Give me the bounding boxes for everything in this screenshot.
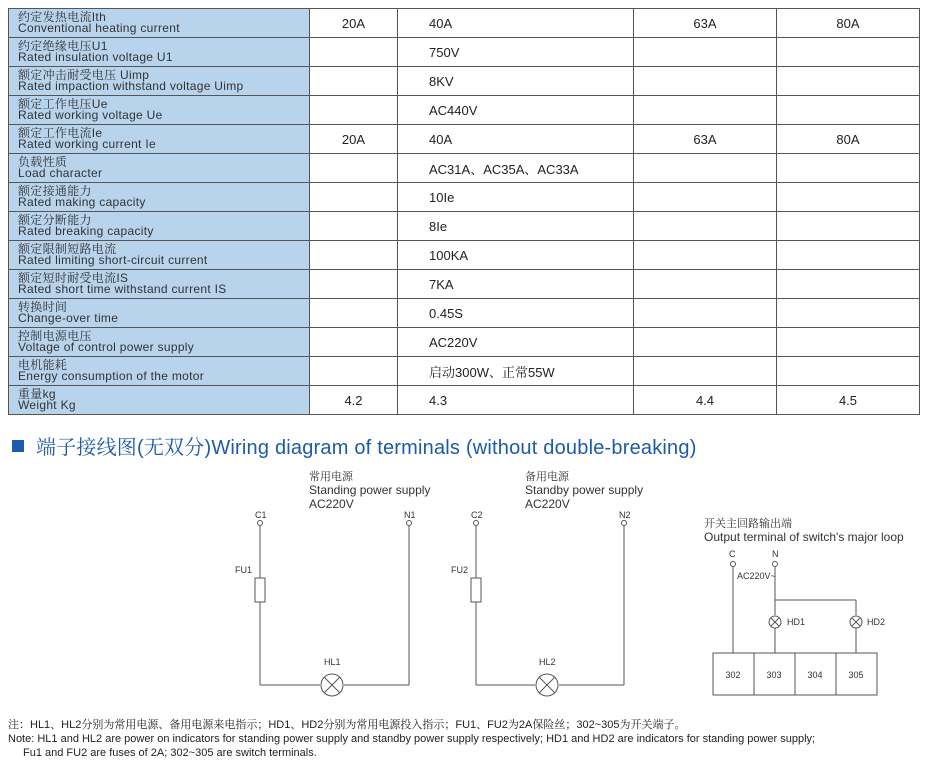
table-cell: 40A	[398, 125, 634, 154]
row-label-en: Load character	[18, 166, 103, 180]
row-label-en: Conventional heating current	[18, 21, 180, 35]
table-cell: 8Ie	[398, 212, 634, 241]
table-row	[9, 270, 920, 299]
table-cell: 20A	[310, 125, 398, 154]
table-cell	[310, 67, 398, 96]
note-en-line2: Fu1 and FU2 are fuses of 2A; 302~305 are switch terminals.	[23, 747, 317, 759]
wiring-diagram-heading	[12, 431, 697, 460]
row-label-zh: 约定发热电流Ith	[18, 10, 107, 24]
table-cell: 40A	[398, 9, 634, 38]
table-row	[9, 357, 920, 386]
row-label-en: Weight Kg	[18, 398, 76, 412]
table-cell: 10Ie	[398, 183, 634, 212]
table-row	[9, 67, 920, 96]
table-cell	[777, 96, 920, 125]
row-label	[9, 386, 310, 415]
row-label-zh: 额定分断能力	[18, 213, 92, 227]
hl2-label: HL2	[539, 657, 556, 667]
n1-terminal	[407, 521, 412, 526]
table-cell	[310, 183, 398, 212]
table-cell: 63A	[634, 125, 777, 154]
row-label	[9, 328, 310, 357]
row-label	[9, 67, 310, 96]
standby-supply-voltage: AC220V	[525, 497, 570, 511]
table-row	[9, 125, 920, 154]
hd1-label: HD1	[787, 617, 806, 627]
heading-text: 端子接线图(无双分)Wiring diagram of terminals (without double-breaking)	[36, 437, 697, 459]
n2-terminal	[622, 521, 627, 526]
row-label-zh: 额定冲击耐受电压 Uimp	[18, 68, 150, 82]
table-cell	[310, 299, 398, 328]
notes	[8, 718, 815, 760]
row-label	[9, 241, 310, 270]
table-cell	[777, 357, 920, 386]
row-label-zh: 负载性质	[18, 155, 68, 169]
row-label-en: Rated insulation voltage U1	[18, 50, 173, 64]
table-cell	[634, 212, 777, 241]
table-cell	[777, 270, 920, 299]
table-cell: 8KV	[398, 67, 634, 96]
row-label	[9, 183, 310, 212]
row-label-zh: 额定工作电流Ie	[18, 126, 103, 140]
hl1-label: HL1	[324, 657, 341, 667]
table-cell	[777, 154, 920, 183]
row-label-en: Rated working current Ie	[18, 137, 156, 151]
table-cell	[310, 212, 398, 241]
row-label	[9, 154, 310, 183]
row-label-zh: 额定接通能力	[18, 184, 92, 198]
row-label-zh: 控制电源电压	[18, 329, 92, 343]
c2-label: C2	[471, 510, 483, 520]
table-cell	[634, 328, 777, 357]
output-voltage-label: AC220V~	[737, 571, 776, 581]
n-terminal	[773, 562, 778, 567]
terminal-302: 302	[725, 670, 741, 680]
row-label-zh: 约定绝缘电压U1	[18, 39, 108, 53]
row-label-en: Rated working voltage Ue	[18, 108, 163, 122]
table-cell	[634, 241, 777, 270]
row-label	[9, 212, 310, 241]
note-en-line1: Note: HL1 and HL2 are power on indicators for standing power supply and standby power supply respectively; HD1 and HD2 are indicators for standing power supply;	[8, 733, 816, 745]
c2-terminal	[474, 521, 479, 526]
standby-supply-zh: 备用电源	[525, 471, 569, 483]
table-cell: AC440V	[398, 96, 634, 125]
table-cell	[634, 357, 777, 386]
n2-label: N2	[619, 510, 631, 520]
table-cell: 4.4	[634, 386, 777, 415]
table-cell	[777, 212, 920, 241]
table-row	[9, 154, 920, 183]
table-cell	[634, 96, 777, 125]
row-label	[9, 299, 310, 328]
table-cell: 4.5	[777, 386, 920, 415]
terminal-305: 305	[848, 670, 864, 680]
table-cell	[310, 357, 398, 386]
row-label-en: Voltage of control power supply	[18, 340, 195, 354]
table-cell	[310, 96, 398, 125]
output-terminal-zh: 开关主回路输出端	[704, 518, 792, 530]
table-cell	[777, 328, 920, 357]
n1-label: N1	[404, 510, 416, 520]
table-row	[9, 9, 920, 38]
table-cell	[777, 241, 920, 270]
row-label-en: Change-over time	[18, 311, 119, 325]
row-label-en: Rated short time withstand current IS	[18, 282, 227, 296]
table-cell: AC220V	[398, 328, 634, 357]
n-label: N	[772, 549, 779, 559]
hd2-label: HD2	[867, 617, 886, 627]
table-cell	[777, 38, 920, 67]
table-cell	[634, 299, 777, 328]
c1-terminal	[258, 521, 263, 526]
row-label-zh: 额定限制短路电流	[18, 242, 117, 256]
table-cell: 20A	[310, 9, 398, 38]
table-cell: 80A	[777, 125, 920, 154]
table-row	[9, 328, 920, 357]
table-cell	[310, 154, 398, 183]
row-label-zh: 电机能耗	[18, 358, 68, 372]
standby-supply-en: Standby power supply	[525, 483, 644, 497]
square-bullet-icon	[12, 440, 24, 452]
note-zh: 注：HL1、HL2分别为常用电源、备用电源来电指示；HD1、HD2分别为常用电源投入指示；FU1、FU2为2A保险丝；302~305为开关端子。	[8, 719, 686, 731]
row-label-en: Rated limiting short-circuit current	[18, 253, 208, 267]
table-cell: 0.45S	[398, 299, 634, 328]
table-row	[9, 96, 920, 125]
row-label	[9, 357, 310, 386]
row-label	[9, 38, 310, 67]
terminal-304: 304	[807, 670, 823, 680]
table-row	[9, 38, 920, 67]
row-label	[9, 9, 310, 38]
standing-supply-voltage: AC220V	[309, 497, 354, 511]
table-cell: 4.2	[310, 386, 398, 415]
row-label	[9, 270, 310, 299]
table-cell: 启动300W、正常55W	[398, 357, 634, 386]
table-cell	[777, 67, 920, 96]
table-cell: 63A	[634, 9, 777, 38]
table-cell: 100KA	[398, 241, 634, 270]
c1-label: C1	[255, 510, 267, 520]
row-label-en: Rated impaction withstand voltage Uimp	[18, 79, 244, 93]
table-row	[9, 299, 920, 328]
standing-supply-zh: 常用电源	[309, 471, 353, 483]
row-label-en: Energy consumption of the motor	[18, 369, 205, 383]
row-label-zh: 额定短时耐受电流IS	[18, 271, 129, 285]
table-cell: 80A	[777, 9, 920, 38]
table-cell: 4.3	[398, 386, 634, 415]
table-row	[9, 386, 920, 415]
row-label-en: Rated making capacity	[18, 195, 146, 209]
table-cell	[310, 38, 398, 67]
c-terminal	[731, 562, 736, 567]
table-cell	[634, 270, 777, 299]
table-cell: 750V	[398, 38, 634, 67]
wiring-diagram	[0, 460, 928, 715]
fu2-label: FU2	[451, 565, 469, 575]
table-cell	[777, 183, 920, 212]
table-cell	[310, 241, 398, 270]
row-label-en: Rated breaking capacity	[18, 224, 154, 238]
terminal-303: 303	[766, 670, 782, 680]
specification-table	[8, 8, 920, 415]
table-cell	[634, 67, 777, 96]
row-label-zh: 重量kg	[18, 387, 56, 401]
table-row	[9, 183, 920, 212]
table-row	[9, 241, 920, 270]
row-label	[9, 125, 310, 154]
row-label-zh: 转换时间	[18, 300, 68, 314]
table-cell	[310, 270, 398, 299]
table-cell: AC31A、AC35A、AC33A	[398, 154, 634, 183]
c-label: C	[729, 549, 736, 559]
table-cell: 7KA	[398, 270, 634, 299]
table-row	[9, 212, 920, 241]
output-terminal-en: Output terminal of switch's major loop	[704, 530, 904, 544]
row-label-zh: 额定工作电压Ue	[18, 97, 108, 111]
table-cell	[777, 299, 920, 328]
standing-supply-en: Standing power supply	[309, 483, 431, 497]
table-cell	[634, 183, 777, 212]
table-cell	[634, 38, 777, 67]
table-cell	[310, 328, 398, 357]
row-label	[9, 96, 310, 125]
table-cell	[634, 154, 777, 183]
fu1-label: FU1	[235, 565, 253, 575]
